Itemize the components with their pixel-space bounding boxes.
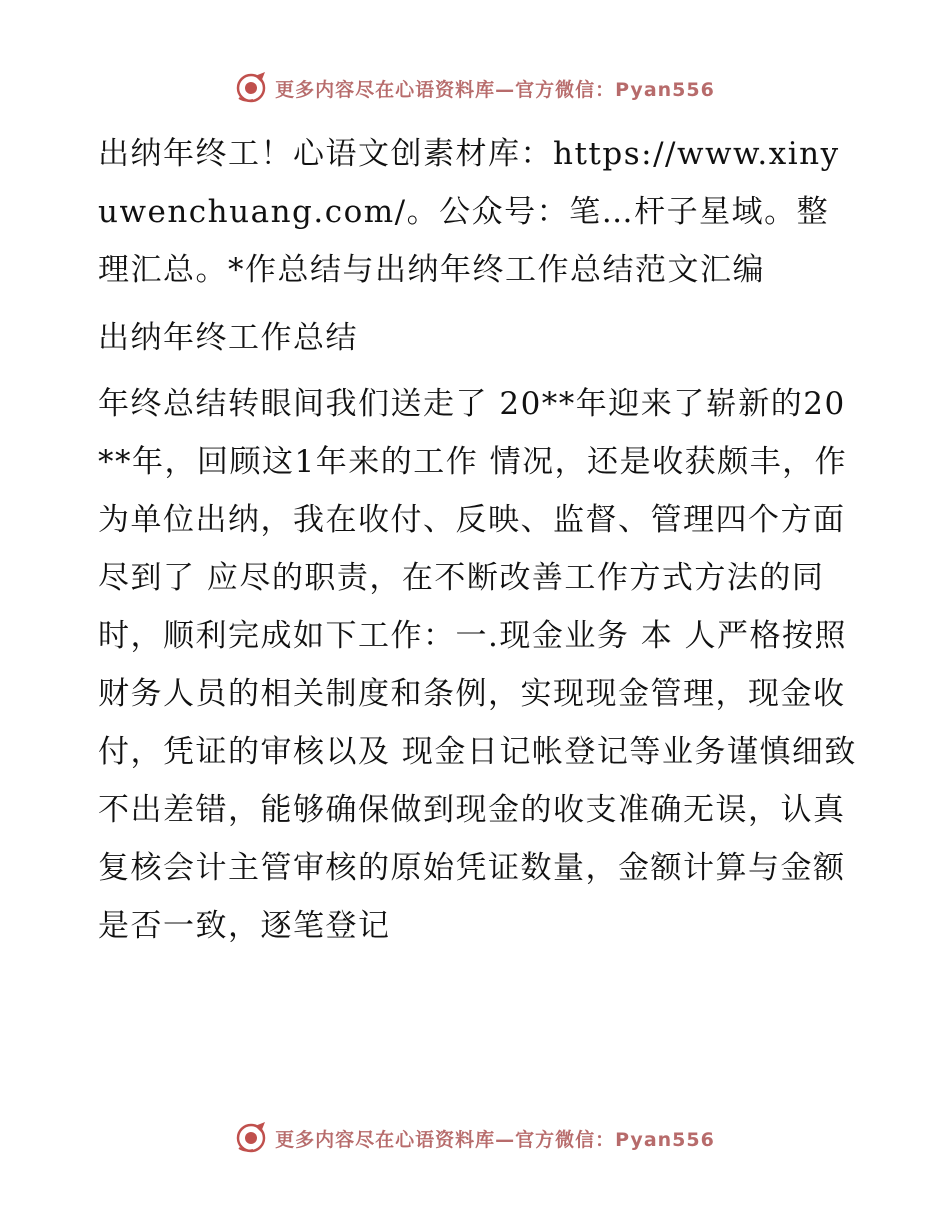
body-paragraph: 年终总结转眼间我们送走了 20**年迎来了崭新的20**年，回顾这1年来的工作 情况，还是收获颇丰，作为单位出纳，我在收付、反映、监督、管理四个方面尽到了 应尽的职责，在不断改善工作方式方法的同时，顺利完成如下工作：一.现金业务 本 人严格按照财务人员的相关制度和条例，实现现金管理，现金收付，凭证的审核以及 现金日记帐登记等业务谨慎细致不出差错，能够确保做到现金的收支准确无误，认真 复核会计主管审核的原始凭证数量，金额计算与金额是否一致，逐笔登记 — [98, 386, 857, 944]
document-heading: 出纳年终工作总结 — [98, 320, 358, 356]
pen-logo-icon — [235, 1122, 267, 1154]
footer-watermark — [0, 1122, 950, 1154]
header-watermark — [0, 72, 950, 104]
watermark-text: 更多内容尽在心语资料库—官方微信：Pyan556 — [275, 78, 715, 101]
watermark-text: 更多内容尽在心语资料库—官方微信：Pyan556 — [275, 1128, 715, 1151]
document-body — [98, 125, 858, 955]
pen-logo-icon — [235, 72, 267, 104]
intro-paragraph: 出纳年终工！心语文创素材库：https://www.xinyuwenchuang.com/。公众号：笔…杆子星域。整理汇总。*作总结与出纳年终工作总结范文汇编 — [98, 136, 840, 288]
